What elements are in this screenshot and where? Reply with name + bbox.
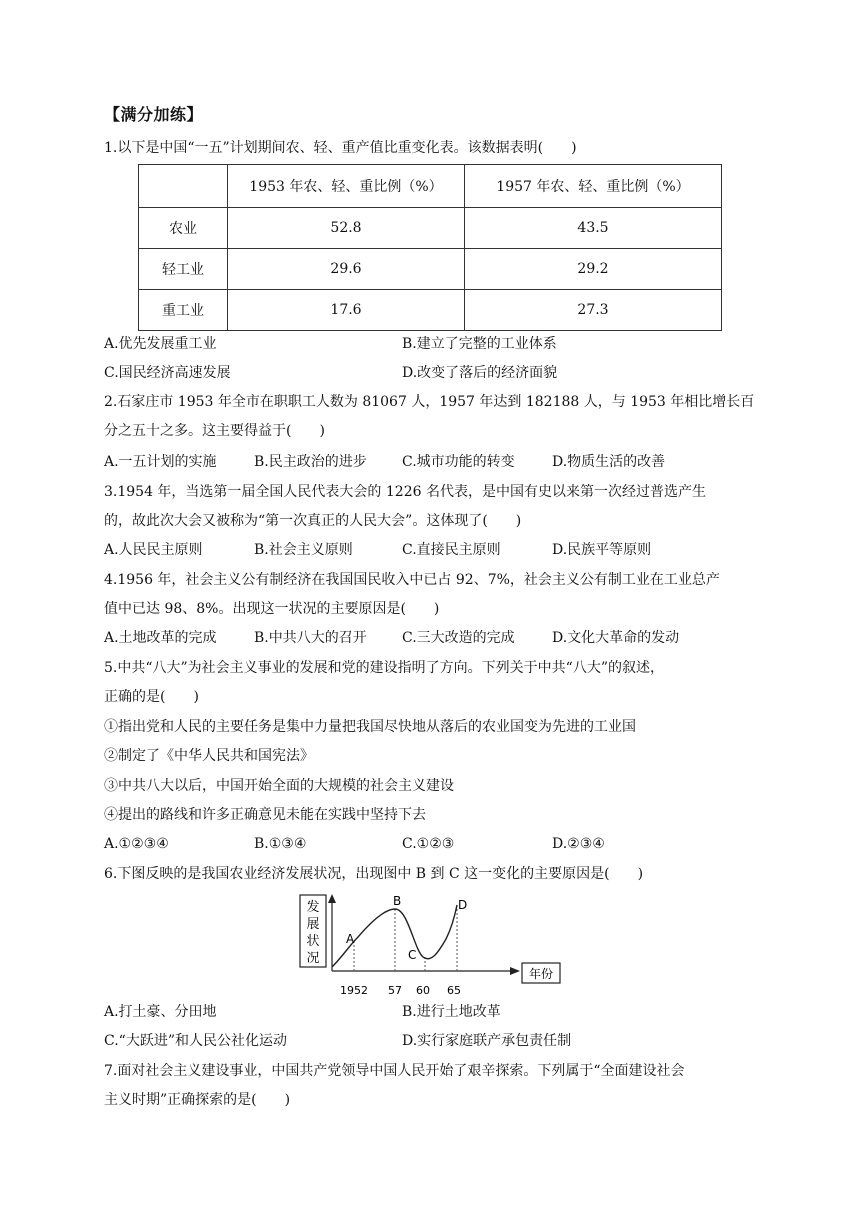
q1-option-d: D.改变了落后的经济面貌 [402, 365, 558, 381]
q1-data-table [138, 164, 722, 331]
y-label-char: 况 [306, 951, 320, 966]
q4-option-c: C.三大改造的完成 [402, 630, 515, 646]
figure-svg [296, 893, 586, 997]
table-cell-1957: 43.5 [465, 208, 722, 249]
q2-option-d: D.物质生活的改善 [552, 454, 666, 470]
q4-stem-line1: 4.1956 年，社会主义公有制经济在我国国民收入中已占 92、7%，社会主义公有制工业在工业总产 [104, 572, 720, 588]
y-label-char: 状 [306, 934, 320, 949]
q2-stem-line2: 分之五十之多。这主要得益于( ) [104, 423, 325, 439]
q5-option-d: D.②③④ [552, 836, 605, 852]
q6-option-a: A.打土豪、分田地 [104, 1004, 217, 1020]
q5-item-4: ④提出的路线和许多正确意见未能在实践中坚持下去 [104, 807, 426, 823]
q5-item-2: ②制定了《中华人民共和国宪法》 [104, 748, 314, 764]
point-label-d: D [458, 898, 468, 912]
table-row [139, 290, 722, 331]
table-cell-1953: 52.8 [228, 208, 465, 249]
q1-option-b: B.建立了完整的工业体系 [402, 336, 557, 352]
table-cell-1957: 29.2 [465, 249, 722, 290]
q2-option-b: B.民主政治的进步 [254, 454, 367, 470]
table-row [139, 208, 722, 249]
q4-option-b: B.中共八大的召开 [254, 630, 367, 646]
q3-option-c: C.直接民主原则 [402, 542, 501, 558]
q3-option-d: D.民族平等原则 [552, 542, 652, 558]
y-label-char: 发 [306, 900, 320, 915]
q7-stem-line1: 7.面对社会主义建设事业，中国共产党领导中国人民开始了艰辛探索。下列属于“全面建设社会 [104, 1063, 685, 1079]
table-row [139, 249, 722, 290]
point-label-c: C [408, 948, 417, 962]
y-label-char: 展 [306, 917, 320, 932]
q3-stem-line1: 3.1954 年，当选第一届全国人民代表大会的 1226 名代表，是中国有史以来第一次经过普选产生 [104, 484, 706, 500]
table-cell-sector: 重工业 [139, 290, 228, 331]
q6-option-b: B.进行土地改革 [402, 1004, 501, 1020]
table-cell-1953: 29.6 [228, 249, 465, 290]
q1-option-a: A.优先发展重工业 [104, 336, 217, 352]
q2-option-a: A.一五计划的实施 [104, 454, 217, 470]
y-axis-arrow [328, 894, 336, 903]
q5-item-3: ③中共八大以后，中国开始全面的大规模的社会主义建设 [104, 778, 454, 794]
q2-option-c: C.城市功能的转变 [402, 454, 515, 470]
x-tick-label: 57 [388, 984, 402, 997]
x-tick-label: 60 [416, 984, 430, 997]
q4-option-d: D.文化大革命的发动 [552, 630, 680, 646]
q3-stem-line2: 的，故此次大会又被称为“第一次真正的人民大会”。这体现了( ) [104, 513, 522, 529]
table-header-cell: 1957 年农、轻、重比例（%） [465, 165, 722, 208]
table-cell-sector: 轻工业 [139, 249, 228, 290]
point-label-b: B [393, 894, 402, 908]
q3-option-a: A.人民民主原则 [104, 542, 203, 558]
point-label-a: A [346, 932, 355, 946]
x-tick-label: 65 [447, 984, 461, 997]
q4-option-a: A.土地改革的完成 [104, 630, 217, 646]
q5-option-c: C.①②③ [402, 836, 455, 852]
x-label: 年份 [528, 967, 554, 981]
table-cell-1953: 17.6 [228, 290, 465, 331]
table-header-cell: 1953 年农、轻、重比例（%） [228, 165, 465, 208]
q6-stem: 6.下图反映的是我国农业经济发展状况，出现图中 B 到 C 这一变化的主要原因是( ) [104, 866, 644, 882]
q5-stem-line2: 正确的是( ) [104, 689, 199, 705]
q7-stem-line2: 主义时期”正确探索的是( ) [104, 1092, 291, 1108]
q1-stem: 1.以下是中国“一五”计划期间农、轻、重产值比重变化表。该数据表明( ) [104, 140, 577, 156]
q1-option-c: C.国民经济高速发展 [104, 365, 231, 381]
x-tick-label: 1952 [340, 984, 368, 997]
agriculture-development-figure [296, 893, 586, 997]
q2-stem-line1: 2.石家庄市 1953 年全市在职职工人数为 81067 人，1957 年达到 182188 人，与 1953 年相比增长百 [104, 394, 755, 410]
q4-stem-line2: 值中已达 98、8%。出现这一状况的主要原因是( ) [104, 601, 440, 617]
section-title: 【满分加练】 [104, 105, 204, 124]
q5-stem-line1: 5.中共“八大”为社会主义事业的发展和党的建设指明了方向。下列关于中共“八大”的叙述， [104, 660, 664, 676]
q5-item-1: ①指出党和人民的主要任务是集中力量把我国尽快地从落后的农业国变为先进的工业国 [104, 719, 636, 735]
table-cell-1957: 27.3 [465, 290, 722, 331]
q6-option-d: D.实行家庭联产承包责任制 [402, 1033, 572, 1049]
table-header-cell [139, 165, 228, 208]
table-header-row [139, 165, 722, 208]
q3-option-b: B.社会主义原则 [254, 542, 353, 558]
q5-option-b: B.①③④ [254, 836, 307, 852]
x-axis-arrow [510, 967, 520, 975]
table-cell-sector: 农业 [139, 208, 228, 249]
q5-option-a: A.①②③④ [104, 836, 169, 852]
q6-option-c: C.“大跃进”和人民公社化运动 [104, 1033, 287, 1049]
